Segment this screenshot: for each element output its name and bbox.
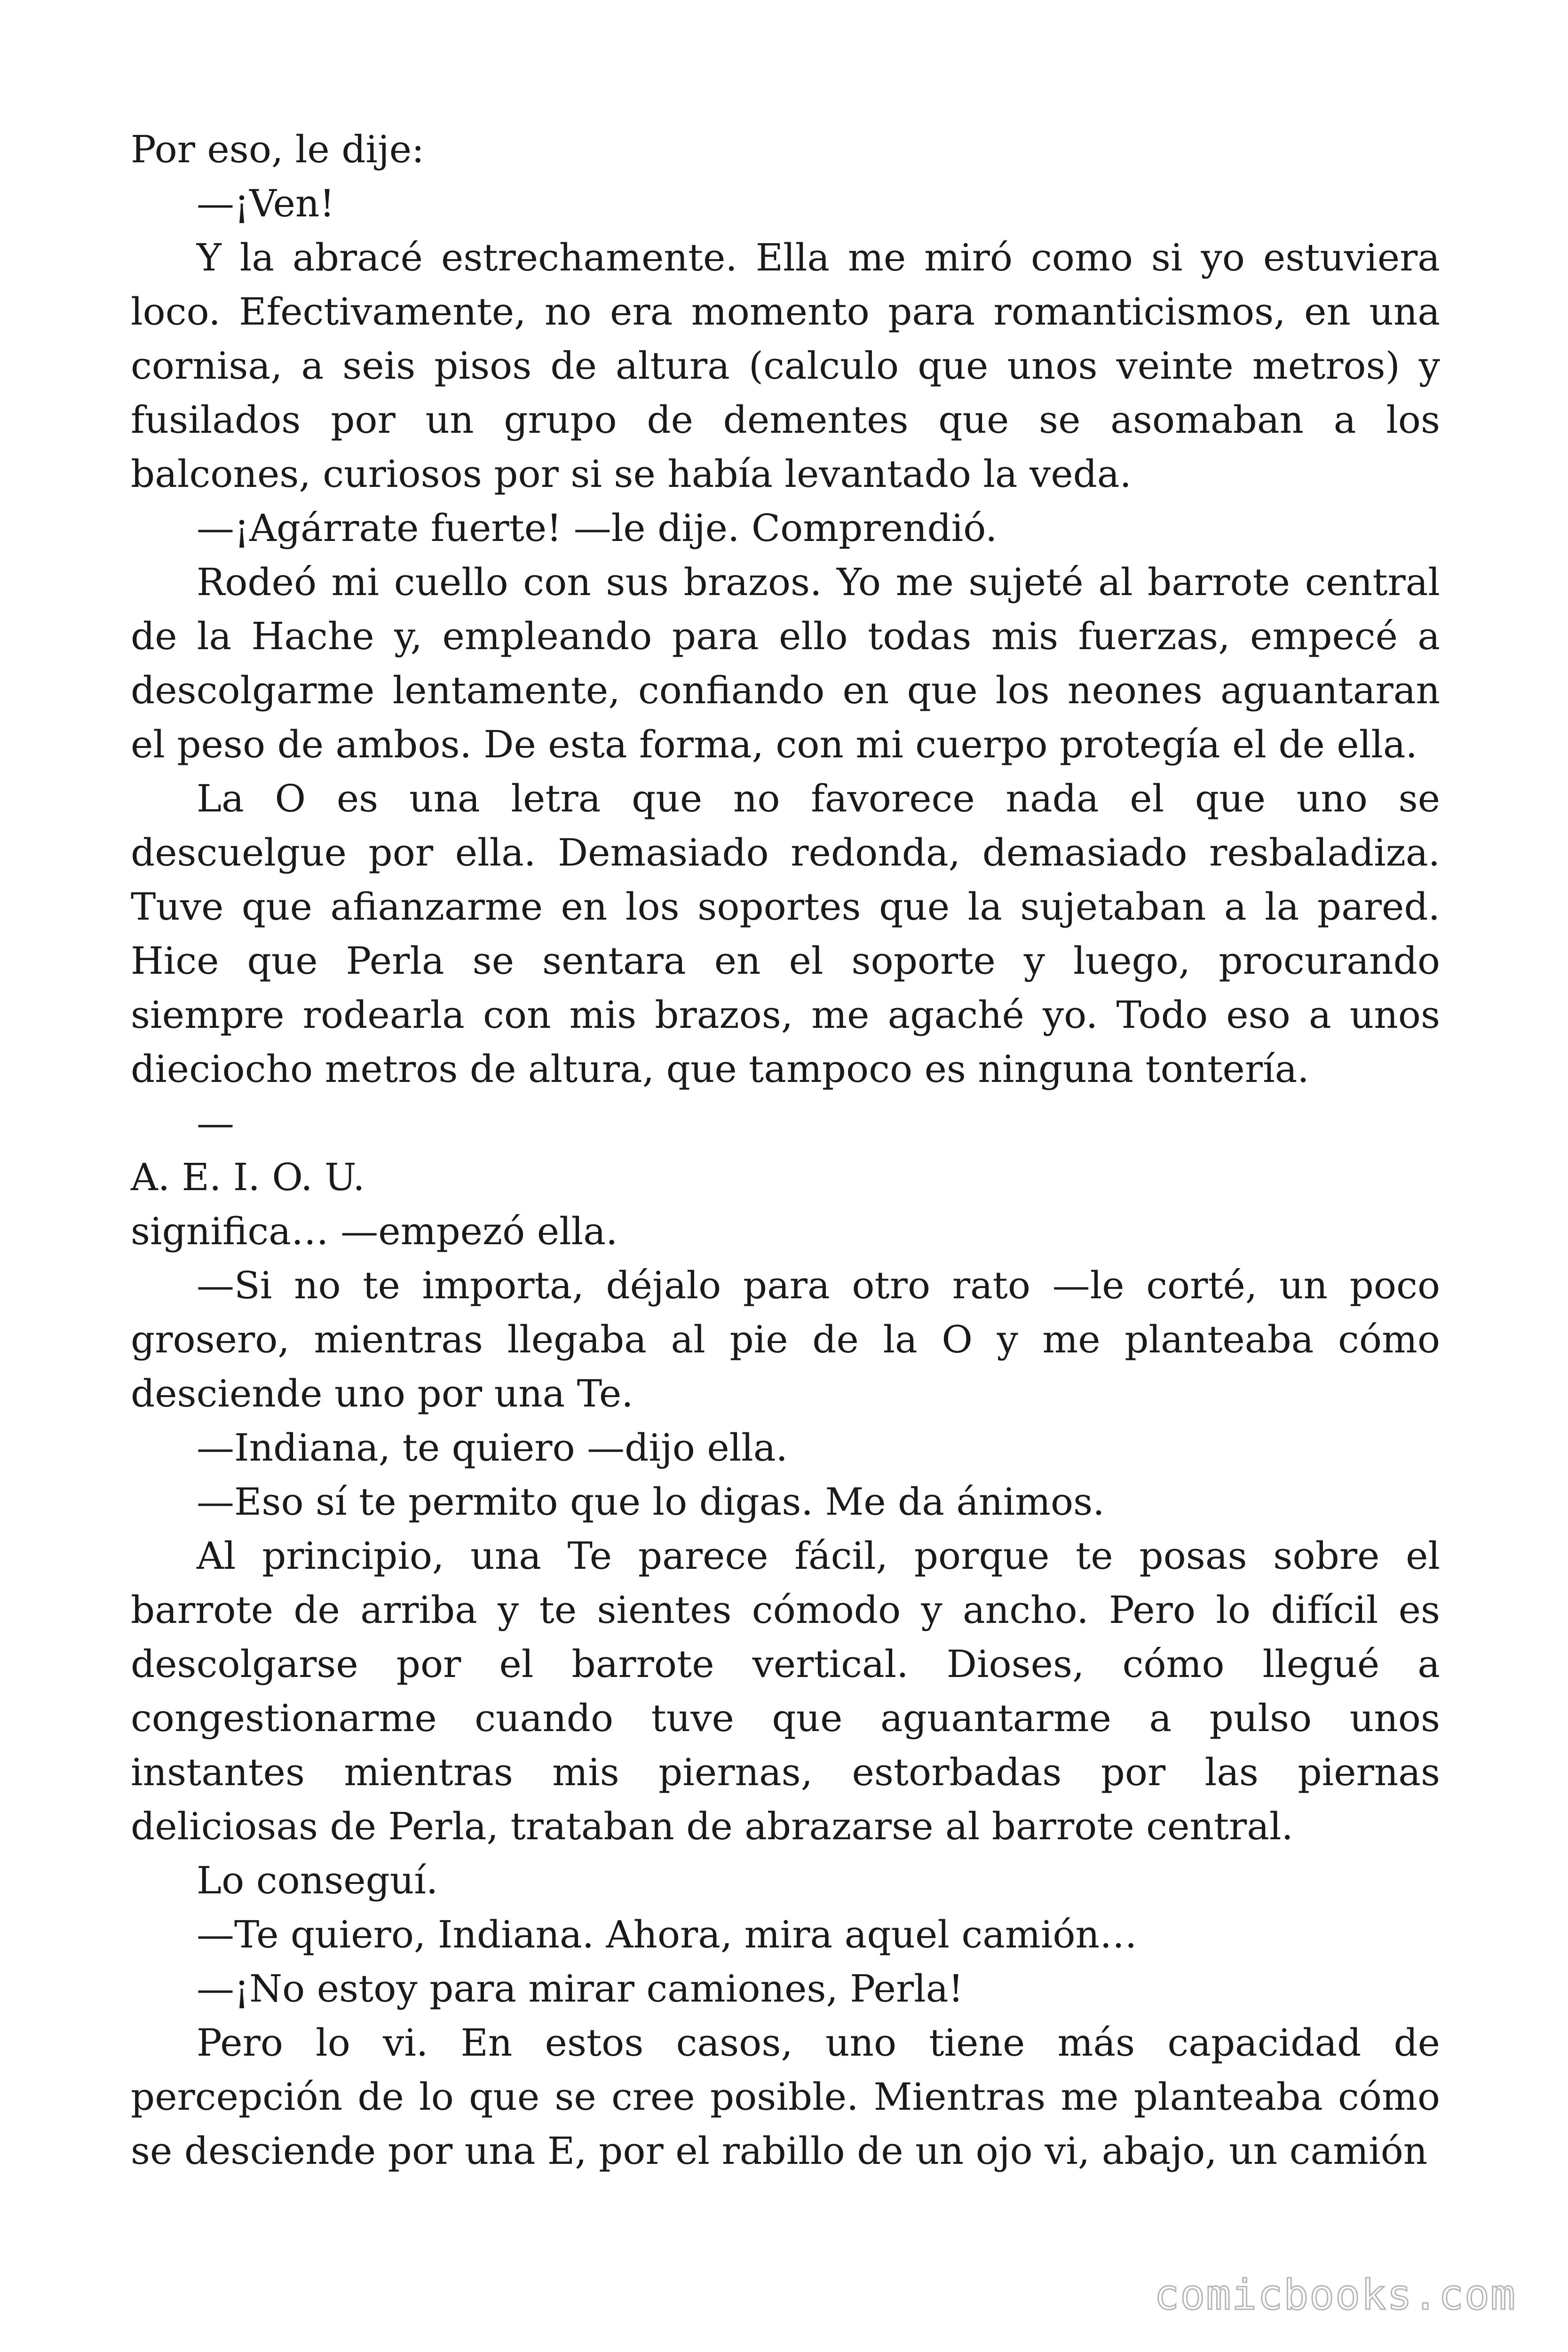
paragraph: A. E. I. O. U. [131, 1155, 365, 1199]
paragraph: Y la abracé estrechamente. Ella me miró como si yo estuviera loco. Efectivamente, no era momento para romanticismos, en una cornisa, a seis pisos de altura (calculo que unos veinte metros) y fusilados por un grupo de dementes que se asomaban a los balcones, curiosos por si se había levantado la veda. [131, 236, 1440, 496]
paragraph: —¡No estoy para mirar camiones, Perla! [197, 1967, 964, 2010]
paragraph: Lo conseguí. [197, 1859, 438, 1902]
paragraph: —Si no te importa, déjalo para otro rato —le corté, un poco grosero, mientras llegaba al pie de la O y me planteaba cómo desciende uno por una Te. [131, 1263, 1440, 1415]
paragraph: Al principio, una Te parece fácil, porque te posas sobre el barrote de arriba y te sientes cómodo y ancho. Pero lo difícil es descolgarse por el barrote vertical. Dioses, cómo llegué a congestionarme cuando tuve que aguantarme a pulso unos instantes mientras mis piernas, estorbadas por las piernas deliciosas de Perla, trataban de abrazarse al barrote central. [131, 1534, 1440, 1848]
paragraph: —¡Agárrate fuerte! —le dije. Comprendió. [197, 506, 998, 550]
paragraph: —Te quiero, Indiana. Ahora, mira aquel camión… [197, 1913, 1138, 1956]
paragraph: significa… —empezó ella. [131, 1209, 618, 1253]
paragraph: Pero lo vi. En estos casos, uno tiene más capacidad de percepción de lo que se cree posible. Mientras me planteaba cómo se desciende por una E, por el rabillo de un ojo vi, abajo, un camión [131, 2021, 1440, 2173]
paragraph: La O es una letra que no favorece nada el que uno se descuelgue por ella. Demasiado redonda, demasiado resbaladiza. Tuve que afianzarme en los soportes que la sujetaban a la pared. Hice que Perla se sentara en el soporte y luego, procurando siempre rodearla con mis brazos, me agaché yo. Todo eso a unos dieciocho metros de altura, que tampoco es ninguna tontería. [131, 777, 1440, 1091]
paragraph: —Indiana, te quiero —dijo ella. [197, 1426, 788, 1470]
paragraph: Rodeó mi cuello con sus brazos. Yo me sujeté al barrote central de la Hache y, empleando para ello todas mis fuerzas, empecé a descolgarme lentamente, confiando en que los neones aguantaran el peso de ambos. De esta forma, con mi cuerpo protegía el de ella. [131, 560, 1440, 766]
paragraph: Por eso, le dije: [131, 127, 425, 171]
paragraph: —Eso sí te permito que lo digas. Me da ánimos. [197, 1480, 1105, 1524]
page-body [131, 122, 1440, 2178]
paragraph: —¡Ven! [197, 182, 335, 225]
paragraph: — [197, 1101, 234, 1145]
watermark-logo: comicbooks.com [1154, 2271, 1516, 2319]
